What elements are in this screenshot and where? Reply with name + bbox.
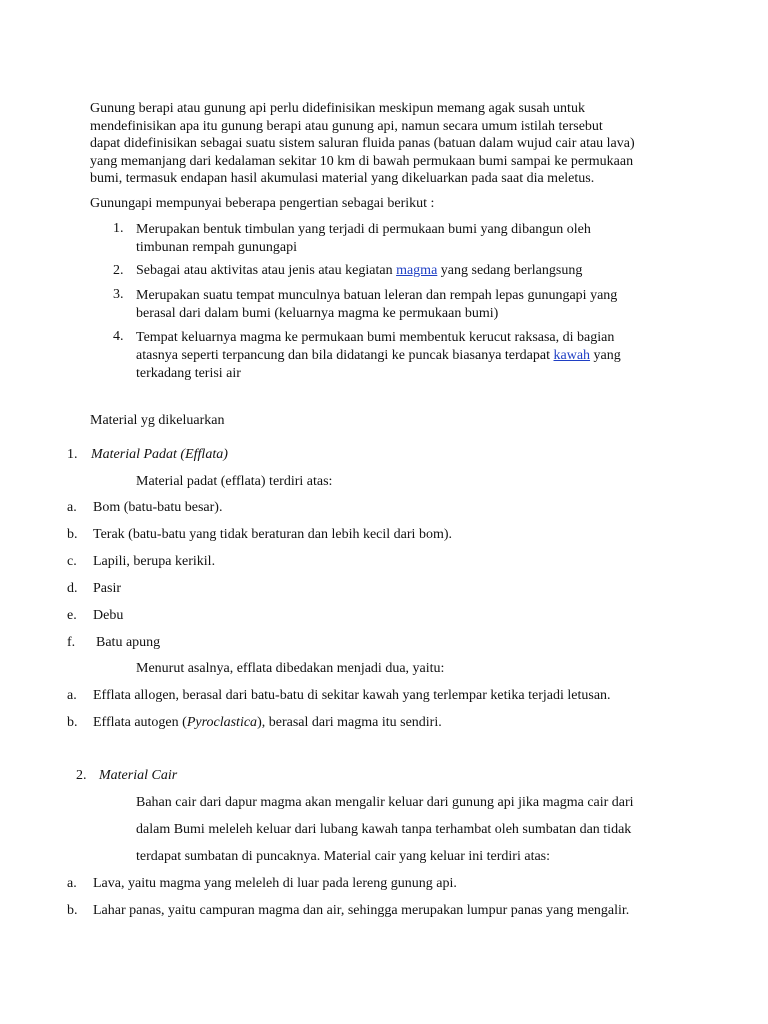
liquid-paragraph-line: dalam Bumi meleleh keluar dari lubang kawah tanpa terhambat oleh sumbatan dan tidak bbox=[136, 822, 632, 837]
list-item: Lapili, berupa kerikil. bbox=[93, 554, 216, 569]
section-title-text: Material Cair bbox=[99, 768, 178, 783]
definition-line: timbunan rempah gunungapi bbox=[136, 240, 297, 255]
origin-intro: Menurut asalnya, efflata dibedakan menjadi dua, yaitu: bbox=[136, 661, 445, 676]
intro-paragraph bbox=[90, 100, 635, 188]
list-item: Lahar panas, yaitu campuran magma dan air, sehingga merupakan lumpur panas yang mengalir. bbox=[93, 903, 630, 918]
intro-line: dapat didefinisikan sebagai suatu sistem saluran fluida panas (batuan dalam wujud cair atau lava) bbox=[90, 136, 635, 151]
list-letter: b. bbox=[67, 527, 78, 542]
definition-item-3 bbox=[136, 287, 617, 323]
section-title-liquid bbox=[99, 768, 177, 784]
list-item: Pasir bbox=[93, 581, 121, 596]
liquid-paragraph-line: Bahan cair dari dapur magma akan mengalir keluar dari gunung api jika magma cair dari bbox=[136, 795, 634, 810]
definition-text: Sebagai atau aktivitas atau jenis atau kegiatan bbox=[136, 263, 397, 278]
magma-link[interactable]: magma bbox=[396, 263, 438, 278]
list-item: Lava, yaitu magma yang meleleh di luar pada lereng gunung api. bbox=[93, 876, 457, 891]
section-number: 1. bbox=[67, 447, 78, 462]
definition-number: 1. bbox=[113, 221, 124, 236]
definition-item-1 bbox=[136, 221, 591, 257]
material-heading: Material yg dikeluarkan bbox=[90, 413, 225, 428]
definition-text: atasnya seperti terpancung dan bila didatangi ke puncak biasanya terdapat bbox=[136, 348, 554, 363]
kawah-link[interactable]: kawah bbox=[553, 348, 591, 363]
intro-line: Gunung berapi atau gunung api perlu didefinisikan meskipun memang agak susah untuk bbox=[90, 101, 585, 116]
list-item: Terak (batu-batu yang tidak beraturan dan lebih kecil dari bom). bbox=[93, 527, 452, 542]
intro-line: bumi, termasuk endapan hasil akumulasi material yang dikeluarkan pada saat dia meletus. bbox=[90, 171, 595, 186]
definition-item-4 bbox=[136, 329, 621, 383]
list-item: Bom (batu-batu besar). bbox=[93, 500, 223, 515]
list-letter: b. bbox=[67, 715, 78, 730]
list-letter: b. bbox=[67, 903, 78, 918]
list-item: Debu bbox=[93, 608, 124, 623]
list-letter: a. bbox=[67, 688, 77, 703]
solid-intro: Material padat (efflata) terdiri atas: bbox=[136, 474, 333, 489]
list-item-text: ), berasal dari magma itu sendiri. bbox=[257, 715, 442, 730]
definition-number: 2. bbox=[113, 263, 124, 278]
section-number: 2. bbox=[76, 768, 87, 783]
definition-line bbox=[136, 347, 621, 365]
definition-number: 3. bbox=[113, 287, 124, 302]
definition-line: terkadang terisi air bbox=[136, 366, 241, 381]
definition-line: berasal dari dalam bumi (keluarnya magma ke permukaan bumi) bbox=[136, 306, 499, 321]
definitions-lead: Gunungapi mempunyai beberapa pengertian sebagai berikut : bbox=[90, 196, 435, 211]
list-item: Batu apung bbox=[96, 635, 161, 650]
list-item-italic: Pyroclastica bbox=[186, 715, 258, 730]
liquid-paragraph-line: terdapat sumbatan di puncaknya. Material cair yang keluar ini terdiri atas: bbox=[136, 849, 551, 864]
definition-text: yang bbox=[590, 348, 621, 363]
definition-item-2 bbox=[136, 263, 582, 279]
list-letter: a. bbox=[67, 876, 77, 891]
section-title-solid bbox=[91, 447, 228, 463]
list-letter: e. bbox=[67, 608, 77, 623]
intro-line: mendefinisikan apa itu gunung berapi atau gunung api, namun secara umum istilah tersebut bbox=[90, 118, 603, 134]
intro-line: yang memanjang dari kedalaman sekitar 10 km di bawah permukaan bumi sampai ke permukaan bbox=[90, 153, 634, 169]
definition-line: Tempat keluarnya magma ke permukaan bumi membentuk kerucut raksasa, di bagian bbox=[136, 330, 615, 345]
list-item: Efflata allogen, berasal dari batu-batu di sekitar kawah yang terlempar ketika terjadi letusan. bbox=[93, 688, 611, 703]
section-title-text: Material Padat (Efflata) bbox=[91, 447, 228, 462]
list-letter: c. bbox=[67, 554, 77, 569]
list-letter: a. bbox=[67, 500, 77, 515]
definition-text: yang sedang berlangsung bbox=[437, 263, 583, 278]
list-item bbox=[93, 715, 442, 731]
definition-line: Merupakan suatu tempat munculnya batuan leleran dan rempah lepas gunungapi yang bbox=[136, 288, 618, 303]
list-letter: d. bbox=[67, 581, 78, 596]
definition-line: Merupakan bentuk timbulan yang terjadi di permukaan bumi yang dibangun oleh bbox=[136, 222, 591, 237]
list-letter: f. bbox=[67, 635, 76, 650]
definition-number: 4. bbox=[113, 329, 124, 344]
list-item-text: Efflata autogen ( bbox=[93, 715, 187, 730]
